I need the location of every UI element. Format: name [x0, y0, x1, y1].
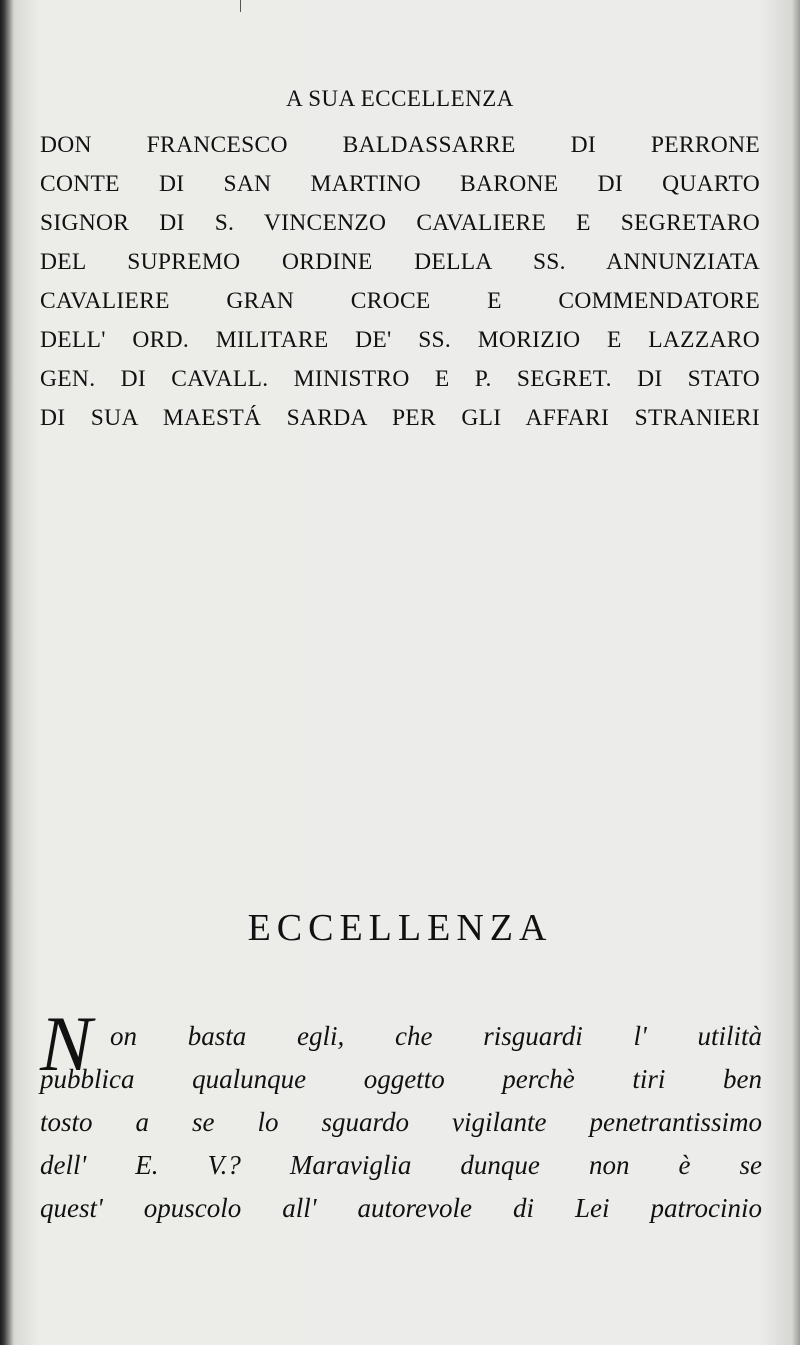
page-edge-mark	[240, 0, 241, 12]
dedication-line: DEL SUPREMO ORDINE DELLA SS. ANNUNZIATA	[40, 249, 760, 275]
body-line: tosto a se lo sguardo vigilante penetrantissimo	[40, 1107, 762, 1137]
body-line: pubblica qualunque oggetto perchè tiri ben	[40, 1064, 762, 1094]
dedication-line: CONTE DI SAN MARTINO BARONE DI QUARTO	[40, 171, 760, 197]
dedication-line: DI SUA MAESTÁ SARDA PER GLI AFFARI STRANIERI	[40, 405, 760, 431]
salutation-heading: ECCELLENZA	[247, 907, 553, 949]
dedication-title: A SUA ECCELLENZA	[286, 86, 514, 111]
body-line: on basta egli, che risguardi l' utilità	[110, 1021, 762, 1051]
drop-capital: N	[40, 1000, 93, 1087]
body-line: dell' E. V.? Maraviglia dunque non è se	[40, 1150, 762, 1180]
dedication-line: DON FRANCESCO BALDASSARRE DI PERRONE	[40, 132, 760, 158]
letter-body	[40, 1000, 762, 1230]
dedication-line: DELL' ORD. MILITARE DE' SS. MORIZIO E LAZZARO	[40, 327, 760, 353]
body-line: quest' opuscolo all' autorevole di Lei patrocinio	[40, 1193, 762, 1223]
dedication-line: CAVALIERE GRAN CROCE E COMMENDATORE	[40, 288, 760, 314]
dedication-line: SIGNOR DI S. VINCENZO CAVALIERE E SEGRETARO	[40, 210, 760, 236]
dedication-block	[40, 86, 760, 438]
dedication-line: GEN. DI CAVALL. MINISTRO E P. SEGRET. DI STATO	[40, 366, 760, 392]
